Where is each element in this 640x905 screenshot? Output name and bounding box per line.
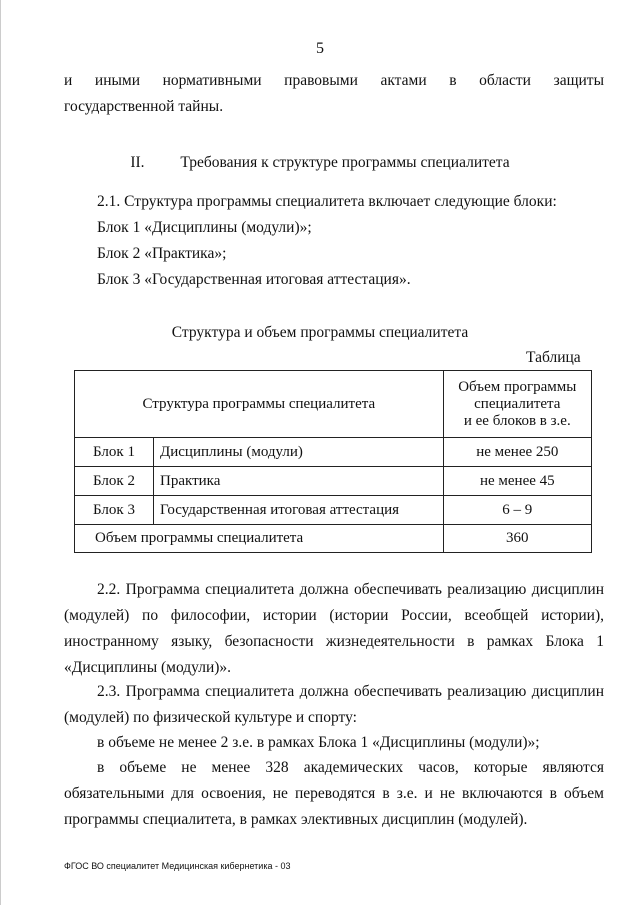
block-list-item: Блок 3 «Государственная итоговая аттестация». xyxy=(97,271,411,288)
header-cell-structure: Структура программы специалитета xyxy=(75,371,444,438)
paragraph-2-3-b-line: обязательными для освоения, не переводятся в з.е. и не включаются в объем xyxy=(64,785,604,802)
table-row xyxy=(75,438,592,467)
block-list-item: Блок 2 «Практика»; xyxy=(97,245,227,262)
paragraph-2-3-line: (модулей) по физической культуре и спорту: xyxy=(64,709,357,726)
block-list-item: Блок 1 «Дисциплины (модули)»; xyxy=(97,219,312,236)
page-number: 5 xyxy=(316,40,324,57)
paragraph-2-2-line: иностранному языку, безопасности жизнедеятельности в рамках Блока 1 xyxy=(64,633,604,650)
paragraph-2-3-line: 2.3. Программа специалитета должна обеспечивать реализацию дисциплин xyxy=(97,683,604,700)
structure-table xyxy=(74,370,592,553)
page-edge xyxy=(0,0,1,905)
total-value-cell: 360 xyxy=(443,525,591,553)
volume-cell: не менее 45 xyxy=(443,467,591,496)
paragraph-2-2-line: (модулей) по философии, истории (истории России, всеобщей истории), xyxy=(64,607,604,624)
table-row xyxy=(75,496,592,525)
paragraph-2-1: 2.1. Структура программы специалитета включает следующие блоки: xyxy=(97,193,557,210)
paragraph-line: и иными нормативными правовыми актами в области защиты xyxy=(64,72,604,89)
paragraph-2-3-a: в объеме не менее 2 з.е. в рамках Блока 1 «Дисциплины (модули)»; xyxy=(97,734,540,751)
block-cell: Блок 3 xyxy=(75,496,154,525)
table-total-row xyxy=(75,525,592,553)
table-label: Таблица xyxy=(526,349,581,366)
paragraph-2-3-b-line: программы специалитета, в рамках элективных дисциплин (модулей). xyxy=(64,811,528,828)
header-line: специалитета xyxy=(474,395,561,412)
page-footer: ФГОС ВО специалитет Медицинская кибернетика - 03 xyxy=(64,861,291,871)
table-title: Структура и объем программы специалитета xyxy=(171,324,469,341)
header-line: и ее блоков в з.е. xyxy=(463,412,571,429)
name-cell: Государственная итоговая аттестация xyxy=(154,496,444,525)
paragraph-2-2-line: 2.2. Программа специалитета должна обеспечивать реализацию дисциплин xyxy=(97,581,604,598)
name-cell: Дисциплины (модули) xyxy=(154,438,444,467)
total-label-cell: Объем программы специалитета xyxy=(75,525,444,553)
paragraph-line: государственной тайны. xyxy=(64,98,224,115)
section-heading xyxy=(0,154,640,172)
block-cell: Блок 2 xyxy=(75,467,154,496)
paragraph-2-3-b-line: в объеме не менее 328 академических часов, которые являются xyxy=(97,759,604,776)
volume-cell: 6 – 9 xyxy=(443,496,591,525)
section-title: Требования к структуре программы специалитета xyxy=(180,154,510,171)
header-cell-volume xyxy=(443,371,591,438)
table-header-row xyxy=(75,371,592,438)
name-cell: Практика xyxy=(154,467,444,496)
volume-cell: не менее 250 xyxy=(443,438,591,467)
paragraph-2-2-line: «Дисциплины (модули)». xyxy=(64,659,232,676)
table-row xyxy=(75,467,592,496)
section-number: II. xyxy=(130,154,145,171)
header-line: Объем программы xyxy=(458,378,577,395)
block-cell: Блок 1 xyxy=(75,438,154,467)
